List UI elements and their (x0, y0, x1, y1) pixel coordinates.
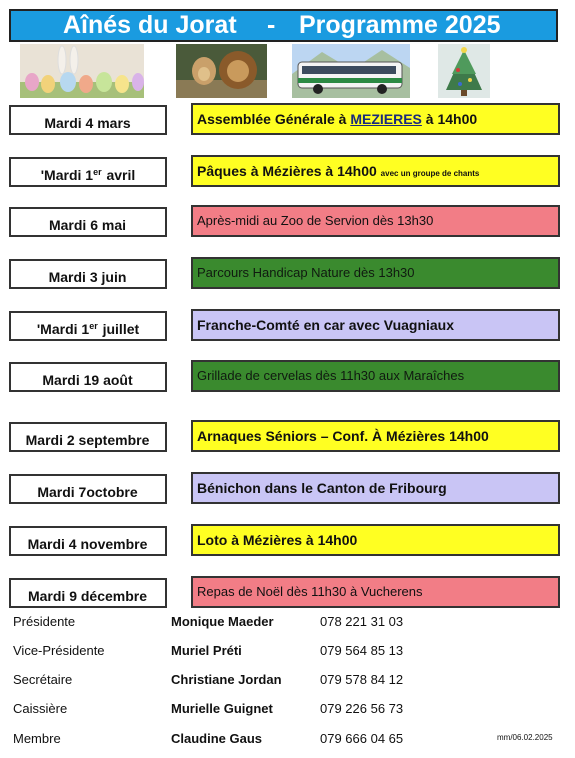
date-month: avril (102, 167, 136, 183)
date-box (9, 362, 167, 392)
event-box (191, 103, 560, 135)
event-text: Pâques à Mézières à 14h00 (197, 163, 381, 179)
program-title: Programme 2025 (299, 11, 501, 39)
date-text: Mardi 6 mai (48, 217, 127, 233)
title-banner (9, 9, 558, 42)
event-box (191, 576, 560, 608)
title-dash: - (267, 11, 276, 39)
event-location-link: MEZIERES (350, 111, 422, 127)
event-text: Bénichon dans le Canton de Fribourg (197, 480, 447, 496)
date-text: Mardi 2 septembre (25, 432, 150, 448)
committee-phone: 079 666 04 65 (320, 731, 404, 746)
club-name: Aînés du Jorat (63, 11, 237, 39)
lions-image (176, 44, 267, 98)
event-text: Loto à Mézières à 14h00 (197, 532, 358, 548)
date-box (9, 207, 167, 237)
date-text: 'Mardi 1 (40, 167, 94, 183)
date-text: Mardi 4 novembre (27, 536, 148, 552)
committee-phone: 078 221 31 03 (320, 614, 404, 629)
document-stamp: mm/06.02.2025 (497, 733, 553, 742)
event-box (191, 205, 560, 237)
committee-name: Monique Maeder (171, 614, 274, 629)
event-time: à 14h00 (421, 111, 478, 127)
date-text: Mardi 19 août (42, 372, 133, 388)
committee-phone: 079 226 56 73 (320, 701, 404, 716)
coach-bus-image (292, 44, 410, 98)
event-text: Franche-Comté en car avec Vuagniaux (197, 317, 455, 333)
committee-name: Muriel Préti (171, 643, 242, 658)
committee-role: Secrétaire (13, 672, 73, 687)
date-superscript: er (93, 167, 102, 177)
event-box (191, 524, 560, 556)
date-box (9, 422, 167, 452)
committee-name: Christiane Jordan (171, 672, 282, 687)
date-text: Mardi 7octobre (37, 484, 138, 500)
date-text: Mardi 9 décembre (27, 588, 148, 604)
event-text: Parcours Handicap Nature dès 13h30 (197, 265, 415, 280)
date-box (9, 157, 167, 187)
date-month: juillet (98, 321, 140, 337)
easter-eggs-image (20, 44, 144, 98)
event-box (191, 309, 560, 341)
event-note: avec un groupe de chants (380, 169, 480, 178)
event-box (191, 155, 560, 187)
committee-role: Membre (13, 731, 61, 746)
event-text: Arnaques Séniors – Conf. À Mézières 14h00 (197, 428, 489, 444)
date-box (9, 526, 167, 556)
date-box (9, 474, 167, 504)
event-box (191, 360, 560, 392)
date-box (9, 105, 167, 135)
committee-role: Vice-Présidente (13, 643, 105, 658)
event-text: Repas de Noël dès 11h30 à Vucherens (197, 584, 423, 599)
committee-role: Présidente (13, 614, 76, 629)
committee-name: Claudine Gaus (171, 731, 263, 746)
committee-role: Caissière (13, 701, 68, 716)
event-box (191, 472, 560, 504)
committee-phone: 079 564 85 13 (320, 643, 404, 658)
date-text: Mardi 4 mars (44, 115, 131, 131)
committee-phone: 079 578 84 12 (320, 672, 404, 687)
event-box (191, 257, 560, 289)
date-superscript: er (89, 321, 98, 331)
christmas-tree-image (438, 44, 490, 98)
date-text: 'Mardi 1 (36, 321, 90, 337)
date-box (9, 259, 167, 289)
event-text: Assemblée Générale à (197, 111, 351, 127)
date-box (9, 578, 167, 608)
event-box (191, 420, 560, 452)
committee-name: Murielle Guignet (171, 701, 273, 716)
event-text: Grillade de cervelas dès 11h30 aux Maraîches (197, 368, 465, 383)
event-text: Après-midi au Zoo de Servion dès 13h30 (197, 213, 434, 228)
date-box (9, 311, 167, 341)
date-text: Mardi 3 juin (48, 269, 127, 285)
